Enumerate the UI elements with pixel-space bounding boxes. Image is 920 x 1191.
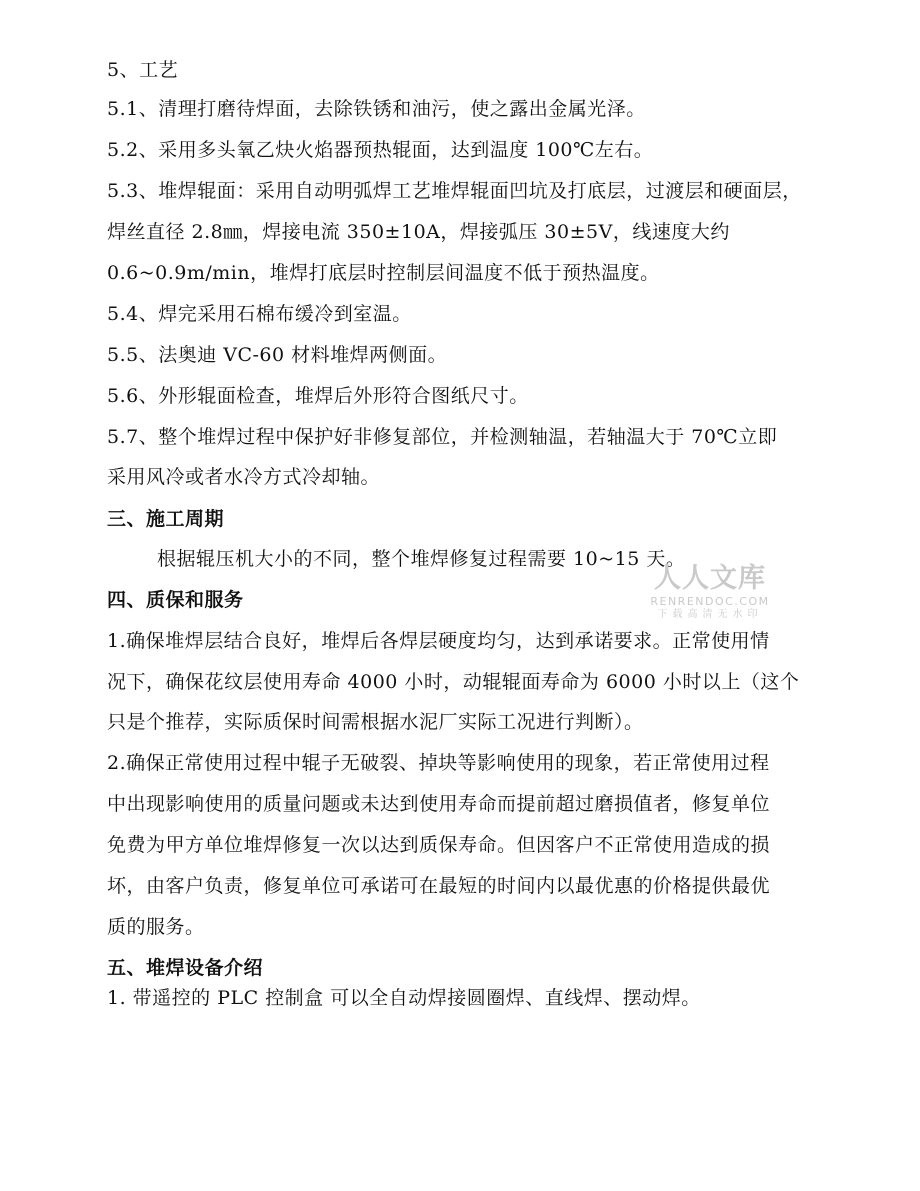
step-5-6: 5.6、外形辊面检查，堆焊后外形符合图纸尺寸。 [107, 385, 529, 407]
step-5-4: 5.4、焊完采用石棉布缓冷到室温。 [107, 303, 412, 325]
watermark-title: 人人文库 [654, 563, 766, 594]
step-5-3-line3: 0.6~0.9m/min，堆焊打底层时控制层间温度不低于预热温度。 [107, 262, 660, 284]
step-5-7-line2: 采用风冷或者水冷方式冷却轴。 [107, 466, 381, 488]
watermark-slogan: 下载高清无水印 [657, 609, 763, 620]
warranty-item-1-line3: 只是个推荐，实际质保时间需根据水泥厂实际工况进行判断）。 [107, 711, 644, 733]
section-heading-process: 5、工艺 [107, 59, 179, 81]
warranty-item-1-line1: 1.确保堆焊层结合良好，堆焊后各焊层硬度均匀，达到承诺要求。正常使用情 [107, 630, 770, 652]
step-5-7-line1: 5.7、整个堆焊过程中保护好非修复部位，并检测轴温，若轴温大于 70℃立即 [107, 426, 778, 448]
step-5-3-line1: 5.3、堆焊辊面：采用自动明弧焊工艺堆焊辊面凹坑及打底层，过渡层和硬面层， [107, 180, 802, 202]
step-5-3-line2: 焊丝直径 2.8㎜，焊接电流 350±10A，焊接弧压 30±5V，线速度大约 [107, 221, 730, 243]
watermark-url: RENRENDOC.COM [650, 595, 770, 608]
step-5-1: 5.1、清理打磨待焊面，去除铁锈和油污，使之露出金属光泽。 [107, 98, 646, 120]
section-heading-schedule: 三、施工周期 [107, 508, 225, 530]
warranty-item-2-line1: 2.确保正常使用过程中辊子无破裂、掉块等影响使用的现象，若正常使用过程 [107, 752, 770, 774]
equipment-item-1: 1. 带遥控的 PLC 控制盒 可以全自动焊接圆圈焊、直线焊、摆动焊。 [107, 987, 701, 1009]
warranty-item-2-line5: 质的服务。 [107, 916, 205, 938]
schedule-paragraph: 根据辊压机大小的不同，整个堆焊修复过程需要 10~15 天。 [157, 548, 686, 570]
warranty-item-2-line2: 中出现影响使用的质量问题或未达到使用寿命而提前超过磨损值者，修复单位 [107, 793, 771, 815]
section-heading-equipment: 五、堆焊设备介绍 [107, 957, 264, 979]
warranty-item-1-line2: 况下，确保花纹层使用寿命 4000 小时，动辊辊面寿命为 6000 小时以上（这个 [107, 671, 800, 693]
section-heading-warranty: 四、质保和服务 [107, 589, 244, 611]
warranty-item-2-line3: 免费为甲方单位堆焊修复一次以达到质保寿命。但因客户不正常使用造成的损 [107, 834, 771, 856]
warranty-item-2-line4: 坏，由客户负责，修复单位可承诺可在最短的时间内以最优惠的价格提供最优 [107, 875, 771, 897]
step-5-2: 5.2、采用多头氧乙炔火焰器预热辊面，达到温度 100℃左右。 [107, 139, 654, 161]
step-5-5: 5.5、法奥迪 VC-60 材料堆焊两侧面。 [107, 344, 448, 366]
